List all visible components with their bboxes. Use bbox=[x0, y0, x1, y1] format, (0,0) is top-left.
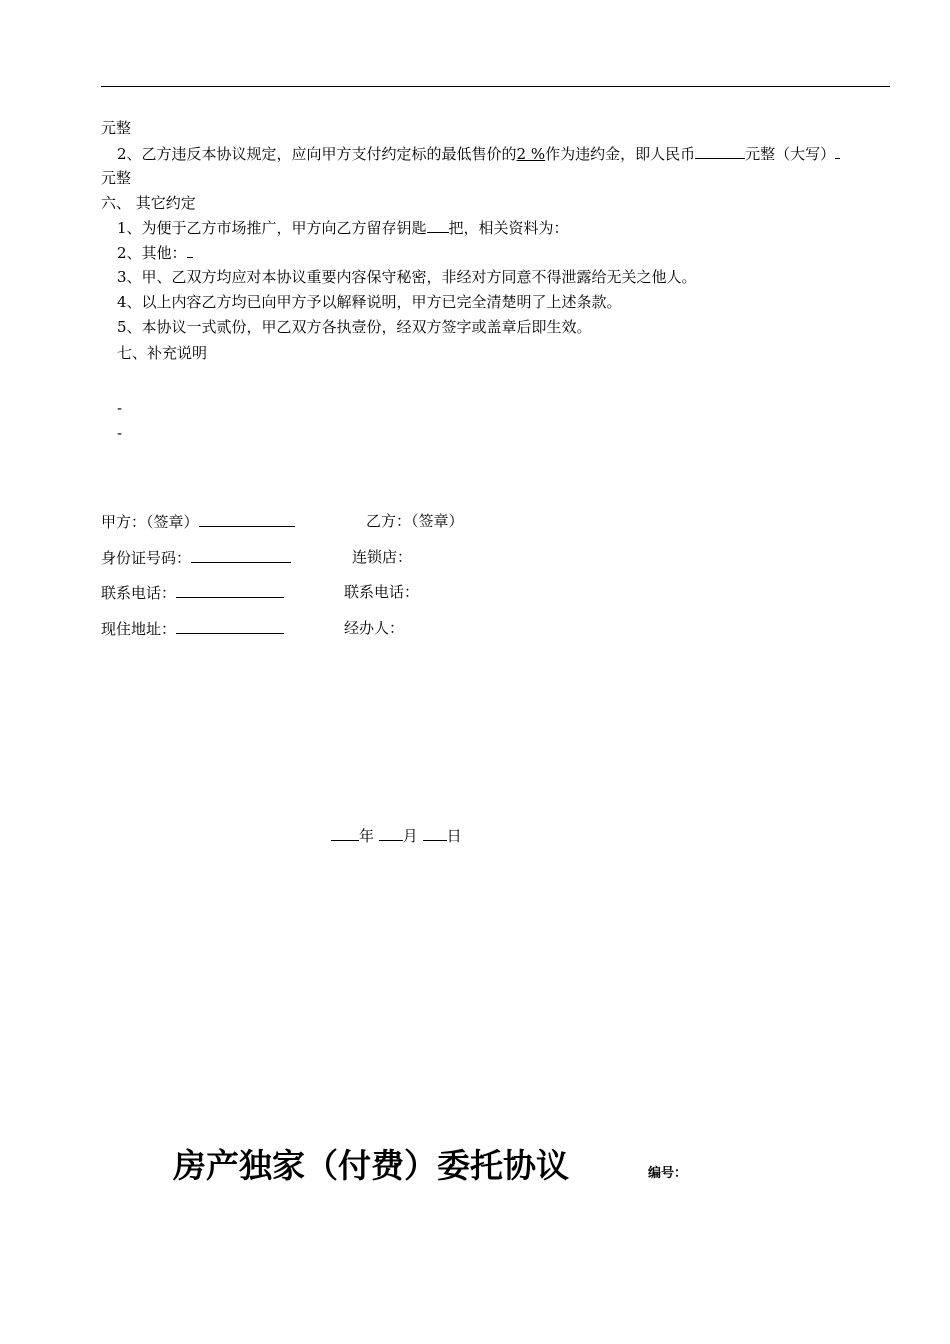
signing-date bbox=[331, 825, 462, 846]
month-label: 月 bbox=[402, 827, 418, 845]
phone-a-label: 联系电话： bbox=[101, 584, 177, 602]
party-a-signature bbox=[101, 511, 295, 532]
supplement-line-1: - bbox=[117, 399, 123, 417]
id-number-label: 身份证号码： bbox=[101, 549, 192, 567]
penalty-capital-blank[interactable] bbox=[835, 143, 840, 159]
item-2-text: 2、其他： bbox=[117, 244, 187, 262]
section-6-item-1 bbox=[117, 217, 569, 238]
section-6-item-2 bbox=[117, 242, 193, 263]
penalty-amount-blank[interactable] bbox=[695, 143, 745, 159]
header-rule bbox=[101, 86, 890, 87]
month-blank[interactable] bbox=[379, 825, 403, 841]
clause-5-2 bbox=[117, 143, 840, 164]
year-label: 年 bbox=[359, 827, 375, 845]
clause-5-2-text-after: 元整（大写） bbox=[745, 145, 836, 163]
continued-unit: 元整 bbox=[101, 119, 132, 137]
clause-5-2-unit: 元整 bbox=[101, 169, 132, 187]
party-b-label: 乙方：（签章） bbox=[366, 512, 464, 530]
other-terms-blank[interactable] bbox=[187, 242, 193, 258]
id-number-blank[interactable] bbox=[191, 547, 291, 563]
chain-store-label: 连锁店： bbox=[352, 548, 413, 566]
phone-b-label: 联系电话： bbox=[344, 583, 420, 601]
item-1-text-before: 1、为便于乙方市场推广，甲方向乙方留存钥匙 bbox=[117, 219, 427, 237]
key-count-blank[interactable] bbox=[427, 217, 449, 233]
section-6-item-4: 4、以上内容乙方均已向甲方予以解释说明，甲方已完全清楚明了上述条款。 bbox=[117, 293, 622, 311]
party-a-label: 甲方：（签章） bbox=[101, 513, 199, 531]
section-6-item-5: 5、本协议一式贰份，甲乙双方各执壹份，经双方签字或盖章后即生效。 bbox=[117, 318, 592, 336]
party-a-signature-blank[interactable] bbox=[199, 511, 295, 527]
supplement-line-2: - bbox=[117, 424, 123, 442]
phone-a-field bbox=[101, 582, 284, 603]
day-blank[interactable] bbox=[423, 825, 447, 841]
serial-number-label: 编号： bbox=[648, 1166, 688, 1181]
clause-5-2-text-before: 2、乙方违反本协议规定，应向甲方支付约定标的最低售价的 bbox=[117, 145, 517, 163]
address-label: 现住地址： bbox=[101, 620, 177, 638]
item-1-text-after: 把，相关资料为： bbox=[448, 219, 569, 237]
section-6-item-3: 3、甲、乙双方均应对本协议重要内容保守秘密，非经对方同意不得泄露给无关之他人。 bbox=[117, 268, 697, 286]
clause-5-2-text-middle: 作为违约金，即人民币 bbox=[545, 145, 696, 163]
section-6-heading: 六、 其它约定 bbox=[101, 194, 196, 212]
address-blank[interactable] bbox=[176, 618, 284, 634]
id-number-field bbox=[101, 547, 291, 568]
agreement-title: 房产独家（付费）委托协议 bbox=[173, 1146, 569, 1185]
penalty-percent: 2 % bbox=[516, 145, 546, 163]
section-7-heading: 七、补充说明 bbox=[117, 344, 208, 362]
phone-a-blank[interactable] bbox=[176, 582, 284, 598]
agent-label: 经办人： bbox=[344, 619, 405, 637]
day-label: 日 bbox=[446, 827, 462, 845]
year-blank[interactable] bbox=[331, 825, 359, 841]
address-field bbox=[101, 618, 284, 639]
